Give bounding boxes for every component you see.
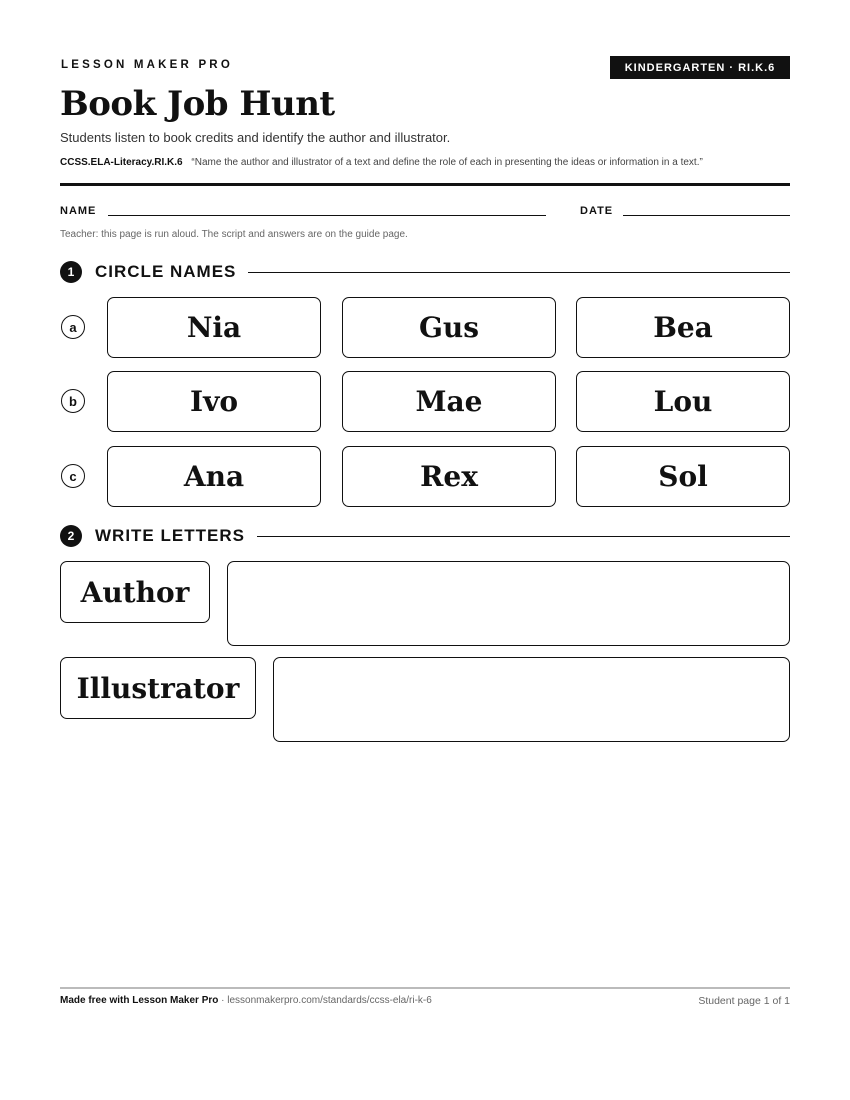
teacher-note: Teacher: this page is run aloud. The script and answers are on the guide page. <box>60 229 408 240</box>
name-option-rex[interactable]: Rex <box>342 446 556 507</box>
section-rule <box>257 536 790 537</box>
row-letter-a: a <box>61 315 85 339</box>
footer-divider <box>60 987 790 989</box>
standard-line <box>60 157 703 168</box>
footer-page-count: Student page 1 of 1 <box>698 995 790 1007</box>
footer-made-with: Made free with Lesson Maker Pro <box>60 995 219 1006</box>
standard-text: “Name the author and illustrator of a text and define the role of each in presenting the ideas or information in a text.” <box>191 157 703 168</box>
header-divider <box>60 183 790 186</box>
job-label-author: Author <box>60 561 210 623</box>
name-option-ivo[interactable]: Ivo <box>107 371 321 432</box>
section-2-header <box>60 524 790 548</box>
page-title: Book Job Hunt <box>60 84 335 124</box>
footer-credit <box>60 995 432 1006</box>
name-field[interactable] <box>108 215 546 216</box>
page-subtitle: Students listen to book credits and identify the author and illustrator. <box>60 130 451 145</box>
footer-url[interactable]: · lessonmakerpro.com/standards/ccss-ela/ri-k-6 <box>218 995 432 1006</box>
name-option-lou[interactable]: Lou <box>576 371 790 432</box>
name-option-bea[interactable]: Bea <box>576 297 790 358</box>
illustrator-answer-box[interactable] <box>273 657 790 742</box>
section-1-header <box>60 260 790 284</box>
name-option-nia[interactable]: Nia <box>107 297 321 358</box>
name-option-mae[interactable]: Mae <box>342 371 556 432</box>
row-letter-c: c <box>61 464 85 488</box>
grade-badge: KINDERGARTEN · RI.K.6 <box>610 56 790 79</box>
standard-code: CCSS.ELA-Literacy.RI.K.6 <box>60 157 183 168</box>
row-letter-b: b <box>61 389 85 413</box>
author-answer-box[interactable] <box>227 561 790 646</box>
job-label-illustrator: Illustrator <box>60 657 256 719</box>
brand-name: LESSON MAKER PRO <box>61 59 233 71</box>
name-option-sol[interactable]: Sol <box>576 446 790 507</box>
section-title: WRITE LETTERS <box>95 526 245 545</box>
section-title: CIRCLE NAMES <box>95 262 237 281</box>
date-label: DATE <box>580 205 614 217</box>
section-number: 1 <box>60 261 82 283</box>
date-field[interactable] <box>623 215 790 216</box>
name-option-ana[interactable]: Ana <box>107 446 321 507</box>
name-label: NAME <box>60 205 97 217</box>
section-rule <box>248 272 790 273</box>
name-option-gus[interactable]: Gus <box>342 297 556 358</box>
section-number: 2 <box>60 525 82 547</box>
